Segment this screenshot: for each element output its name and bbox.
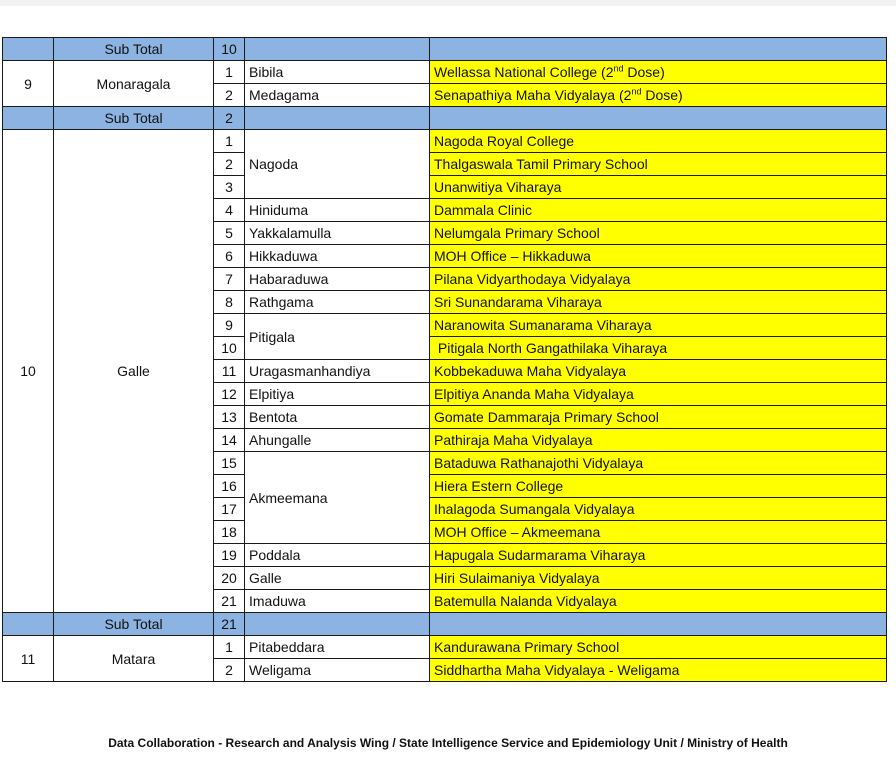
- center-text-tail: Dose): [623, 64, 665, 80]
- subtotal-value: 2: [214, 107, 245, 130]
- subtotal-label: Sub Total: [54, 107, 214, 130]
- subtotal-blank: [430, 613, 887, 636]
- row-number: 9: [214, 314, 245, 337]
- subtotal-value: 21: [214, 613, 245, 636]
- subtotal-blank: [3, 38, 54, 61]
- subtotal-blank: [245, 613, 430, 636]
- vaccination-center: MOH Office – Akmeemana: [430, 521, 887, 544]
- table-row: [3, 61, 887, 84]
- vaccination-center: Sri Sunandarama Viharaya: [430, 291, 887, 314]
- moh-area: Imaduwa: [245, 590, 430, 613]
- moh-area: Akmeemana: [245, 452, 430, 544]
- moh-area: Ahungalle: [245, 429, 430, 452]
- row-number: 21: [214, 590, 245, 613]
- district-name: Matara: [54, 636, 214, 682]
- row-number: 8: [214, 291, 245, 314]
- row-number: 6: [214, 245, 245, 268]
- vaccination-center: Dammala Clinic: [430, 199, 887, 222]
- row-number: 18: [214, 521, 245, 544]
- moh-area: Rathgama: [245, 291, 430, 314]
- row-number: 10: [214, 337, 245, 360]
- row-number: 2: [214, 659, 245, 682]
- row-number: 1: [214, 61, 245, 84]
- row-number: 20: [214, 567, 245, 590]
- district-name: Galle: [54, 130, 214, 613]
- moh-area: Uragasmanhandiya: [245, 360, 430, 383]
- vaccination-center: [430, 61, 887, 84]
- row-number: 5: [214, 222, 245, 245]
- row-number: 12: [214, 383, 245, 406]
- vaccination-center: Bataduwa Rathanajothi Vidyalaya: [430, 452, 887, 475]
- subtotal-blank: [3, 613, 54, 636]
- vaccination-center: Ihalagoda Sumangala Vidyalaya: [430, 498, 887, 521]
- subtotal-blank: [430, 38, 887, 61]
- row-number: 17: [214, 498, 245, 521]
- subtotal-blank: [245, 107, 430, 130]
- row-number: 1: [214, 636, 245, 659]
- center-superscript: nd: [631, 86, 642, 97]
- row-number: 1: [214, 130, 245, 153]
- row-number: 14: [214, 429, 245, 452]
- table-row: [3, 130, 887, 153]
- moh-area: Yakkalamulla: [245, 222, 430, 245]
- vaccination-center: Unanwitiya Viharaya: [430, 176, 887, 199]
- moh-area: Pitabeddara: [245, 636, 430, 659]
- moh-area: Habaraduwa: [245, 268, 430, 291]
- vaccination-center: Nagoda Royal College: [430, 130, 887, 153]
- moh-area: Elpitiya: [245, 383, 430, 406]
- top-band: [0, 0, 896, 6]
- vaccination-center: Hiera Estern College: [430, 475, 887, 498]
- vaccination-center: Elpitiya Ananda Maha Vidyalaya: [430, 383, 887, 406]
- moh-area: Bentota: [245, 406, 430, 429]
- moh-area: Hikkaduwa: [245, 245, 430, 268]
- table-row: [3, 636, 887, 659]
- district-number: 10: [3, 130, 54, 613]
- vaccination-center: Pilana Vidyarthodaya Vidyalaya: [430, 268, 887, 291]
- subtotal-value: 10: [214, 38, 245, 61]
- footer-credit: Data Collaboration - Research and Analysis Wing / State Intelligence Service and Epidemiology Unit / Ministry of Health: [108, 736, 788, 750]
- vaccination-center: Kobbekaduwa Maha Vidyalaya: [430, 360, 887, 383]
- row-number: 2: [214, 153, 245, 176]
- vaccination-center: Hapugala Sudarmarama Viharaya: [430, 544, 887, 567]
- vaccination-centers-table: [2, 37, 887, 682]
- row-number: 13: [214, 406, 245, 429]
- subtotal-blank: [3, 107, 54, 130]
- vaccination-center: Naranowita Sumanarama Viharaya: [430, 314, 887, 337]
- subtotal-blank: [430, 107, 887, 130]
- moh-area: Pitigala: [245, 314, 430, 360]
- subtotal-row: [3, 613, 887, 636]
- moh-area: Medagama: [245, 84, 430, 107]
- vaccination-center: Kandurawana Primary School: [430, 636, 887, 659]
- subtotal-row: [3, 38, 887, 61]
- subtotal-blank: [245, 38, 430, 61]
- center-text: Senapathiya Maha Vidyalaya (2: [434, 87, 632, 103]
- vaccination-center: Pitigala North Gangathilaka Viharaya: [430, 337, 887, 360]
- moh-area: Nagoda: [245, 130, 430, 199]
- vaccination-center: Siddhartha Maha Vidyalaya - Weligama: [430, 659, 887, 682]
- vaccination-center: [430, 84, 887, 107]
- moh-area: Bibila: [245, 61, 430, 84]
- row-number: 16: [214, 475, 245, 498]
- vaccination-center: Hiri Sulaimaniya Vidyalaya: [430, 567, 887, 590]
- subtotal-label: Sub Total: [54, 613, 214, 636]
- center-superscript: nd: [613, 63, 624, 74]
- row-number: 3: [214, 176, 245, 199]
- row-number: 11: [214, 360, 245, 383]
- row-number: 7: [214, 268, 245, 291]
- district-number: 9: [3, 61, 54, 107]
- center-text-tail: Dose): [641, 87, 683, 103]
- moh-area: Poddala: [245, 544, 430, 567]
- center-text: Wellassa National College (2: [434, 64, 614, 80]
- row-number: 4: [214, 199, 245, 222]
- vaccination-center: MOH Office – Hikkaduwa: [430, 245, 887, 268]
- vaccination-center: Nelumgala Primary School: [430, 222, 887, 245]
- vaccination-center: Batemulla Nalanda Vidyalaya: [430, 590, 887, 613]
- district-number: 11: [3, 636, 54, 682]
- row-number: 2: [214, 84, 245, 107]
- vaccination-center: Pathiraja Maha Vidyalaya: [430, 429, 887, 452]
- row-number: 15: [214, 452, 245, 475]
- moh-area: Hiniduma: [245, 199, 430, 222]
- vaccination-center: Thalgaswala Tamil Primary School: [430, 153, 887, 176]
- moh-area: Galle: [245, 567, 430, 590]
- moh-area: Weligama: [245, 659, 430, 682]
- vaccination-center: Gomate Dammaraja Primary School: [430, 406, 887, 429]
- subtotal-label: Sub Total: [54, 38, 214, 61]
- subtotal-row: [3, 107, 887, 130]
- district-name: Monaragala: [54, 61, 214, 107]
- row-number: 19: [214, 544, 245, 567]
